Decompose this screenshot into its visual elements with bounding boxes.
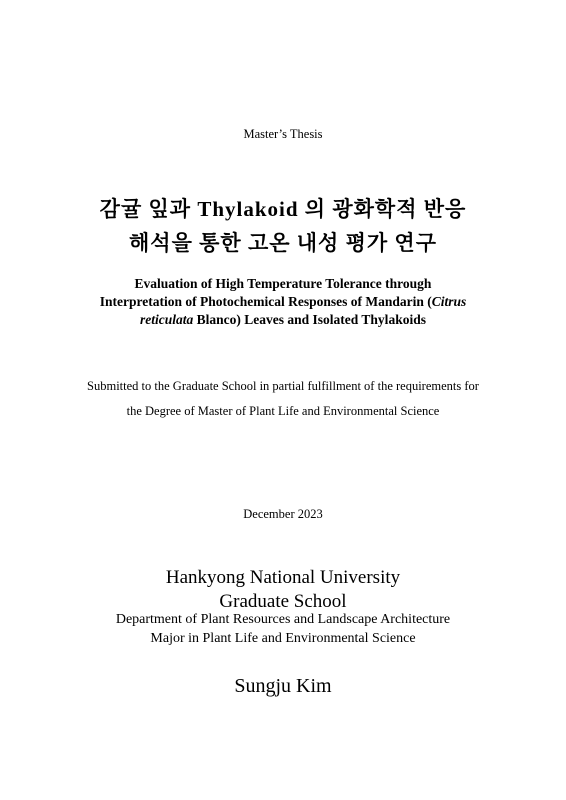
korean-title-line-2: 해석을 통한 고온 내성 평가 연구 [129, 231, 437, 255]
author-name: Sungju Kim [234, 675, 332, 697]
department: Department of Plant Resources and Landscape Architecture [115, 612, 451, 627]
english-title-part: Interpretation of Photochemical Responses of Mandarin ( [99, 294, 432, 309]
submission-statement-line-2: the Degree of Master of Plant Life and Environmental Science [126, 404, 440, 418]
korean-title-part: 감귤 잎과 [99, 197, 198, 221]
english-title-italic: reticulata [140, 312, 194, 327]
english-title-line-3 [0, 311, 566, 329]
english-title-italic: Citrus [431, 294, 467, 309]
english-title-part: Blanco) Leaves and Isolated Thylakoids [193, 312, 426, 327]
submission-date: December 2023 [243, 507, 323, 521]
graduate-school: Graduate School [219, 591, 347, 612]
thesis-type: Master’s Thesis [243, 127, 323, 141]
korean-title-line-1 [0, 193, 566, 223]
korean-title-part: 의 광화학적 반응 [298, 197, 467, 221]
korean-title-part: Thylakoid [197, 197, 299, 221]
english-title-line-1: Evaluation of High Temperature Tolerance through [134, 276, 432, 291]
university-name: Hankyong National University [165, 567, 401, 588]
english-title-line-2 [0, 293, 566, 311]
submission-statement-line-1: Submitted to the Graduate School in partial fulfillment of the requirements for [87, 379, 479, 393]
major: Major in Plant Life and Environmental Science [150, 631, 416, 646]
